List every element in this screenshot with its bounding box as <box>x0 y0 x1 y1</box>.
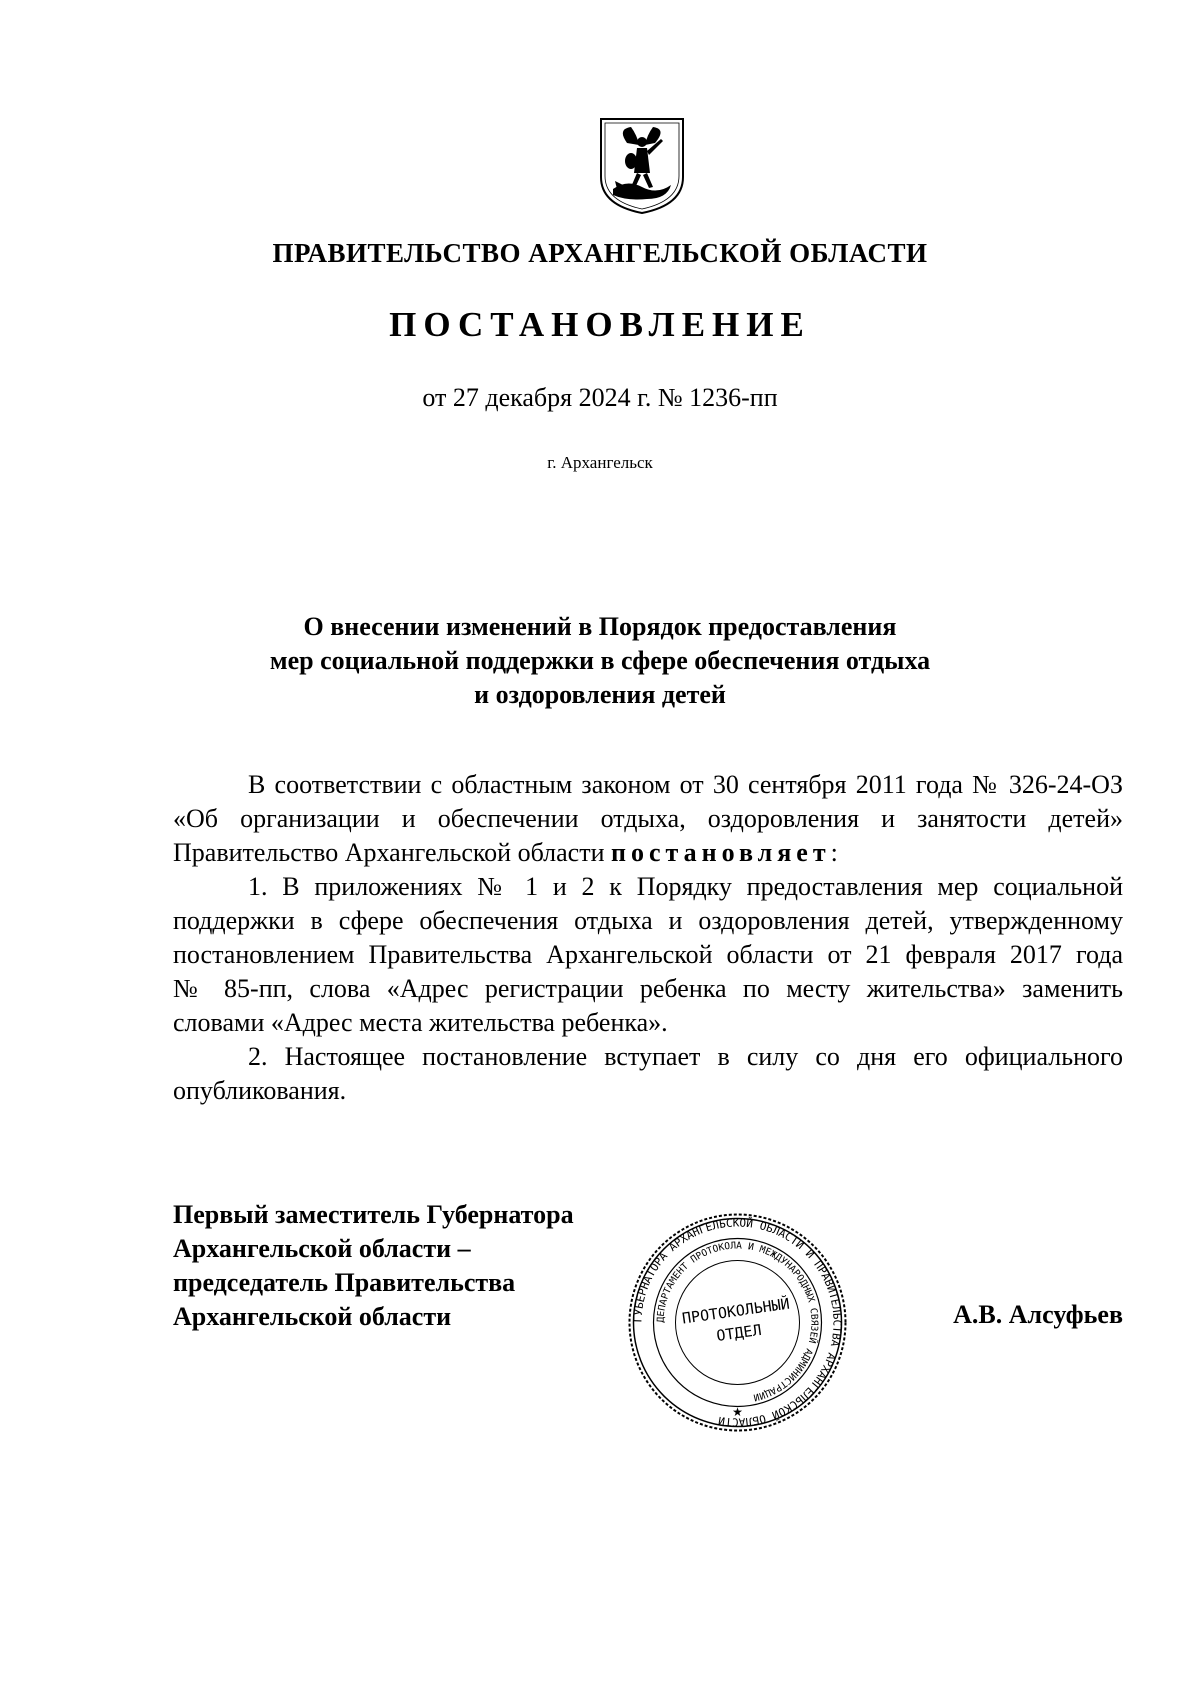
item2-line: опубликования. <box>173 1076 347 1105</box>
title-line: мер социальной поддержки в сфере обеспечения отдыха <box>269 646 931 675</box>
item1-line: постановлением Правительства Архангельской области от 21 февраля 2017 года <box>173 940 1123 969</box>
title-line: О внесении изменений в Порядок предоставления <box>303 612 897 641</box>
signer-name: А.В. Алсуфьев <box>953 1300 1123 1329</box>
document-type: ПОСТАНОВЛЕНИЕ <box>389 305 811 344</box>
signer-position-line: Первый заместитель Губернатора <box>173 1200 574 1229</box>
item1-line: № 85-пп, слова «Адрес регистрации ребенка по месту жительства» заменить <box>173 974 1123 1003</box>
signer-position-line: председатель Правительства <box>173 1268 516 1297</box>
stamp-center-line: ОТДЕЛ <box>715 1320 763 1345</box>
preamble-line: «Об организации и обеспечении отдыха, оздоровления и занятости детей» <box>173 804 1123 833</box>
signer-position-line: Архангельской области – <box>173 1234 471 1263</box>
item2-line: 2. Настоящее постановление вступает в силу со дня его официального <box>248 1042 1123 1071</box>
preamble-line <box>173 836 1123 870</box>
document-body <box>173 768 1123 1108</box>
preamble-prefix: Правительство Архангельской области <box>173 838 612 867</box>
preamble-suffix: : <box>830 838 838 867</box>
coat-of-arms-icon <box>597 115 687 215</box>
stamp-outer-text: ГУБЕРНАТОРА АРХАНГЕЛЬСКОЙ ОБЛАСТИ И ПРАВИТЕЛЬСТВА АРХАНГЕЛЬСКОЙ ОБЛАСТИ <box>631 1216 844 1429</box>
signer-position-line: Архангельской области <box>173 1302 452 1331</box>
stamp-star-icon: ★ <box>732 1405 743 1419</box>
organization-name: ПРАВИТЕЛЬСТВО АРХАНГЕЛЬСКОЙ ОБЛАСТИ <box>272 238 928 268</box>
preamble-line: В соответствии с областным законом от 30 сентября 2011 года № 326-24-ОЗ <box>248 770 1123 799</box>
decree-keyword: постановляет <box>611 838 831 867</box>
document-city: г. Архангельск <box>547 453 653 472</box>
item1-line: 1. В приложениях № 1 и 2 к Порядку предоставления мер социальной <box>248 872 1123 901</box>
document-title <box>200 610 1000 712</box>
stamp-center-line: ПРОТОКОЛЬНЫЙ <box>680 1294 791 1328</box>
item1-line: поддержки в сфере обеспечения отдыха и оздоровления детей, утвержденному <box>173 906 1123 935</box>
title-line: и оздоровления детей <box>474 680 726 709</box>
stamp-inner-text: ДЕПАРТАМЕНТ ПРОТОКОЛА И МЕЖДУНАРОДНЫХ СВЯЗЕЙ АДМИНИСТРАЦИИ <box>655 1240 820 1403</box>
document-date-number: от 27 декабря 2024 г. № 1236-пп <box>422 383 778 412</box>
item1-line: словами «Адрес места жительства ребенка». <box>173 1008 668 1037</box>
signer-position <box>173 1198 574 1334</box>
official-stamp <box>625 1210 850 1435</box>
